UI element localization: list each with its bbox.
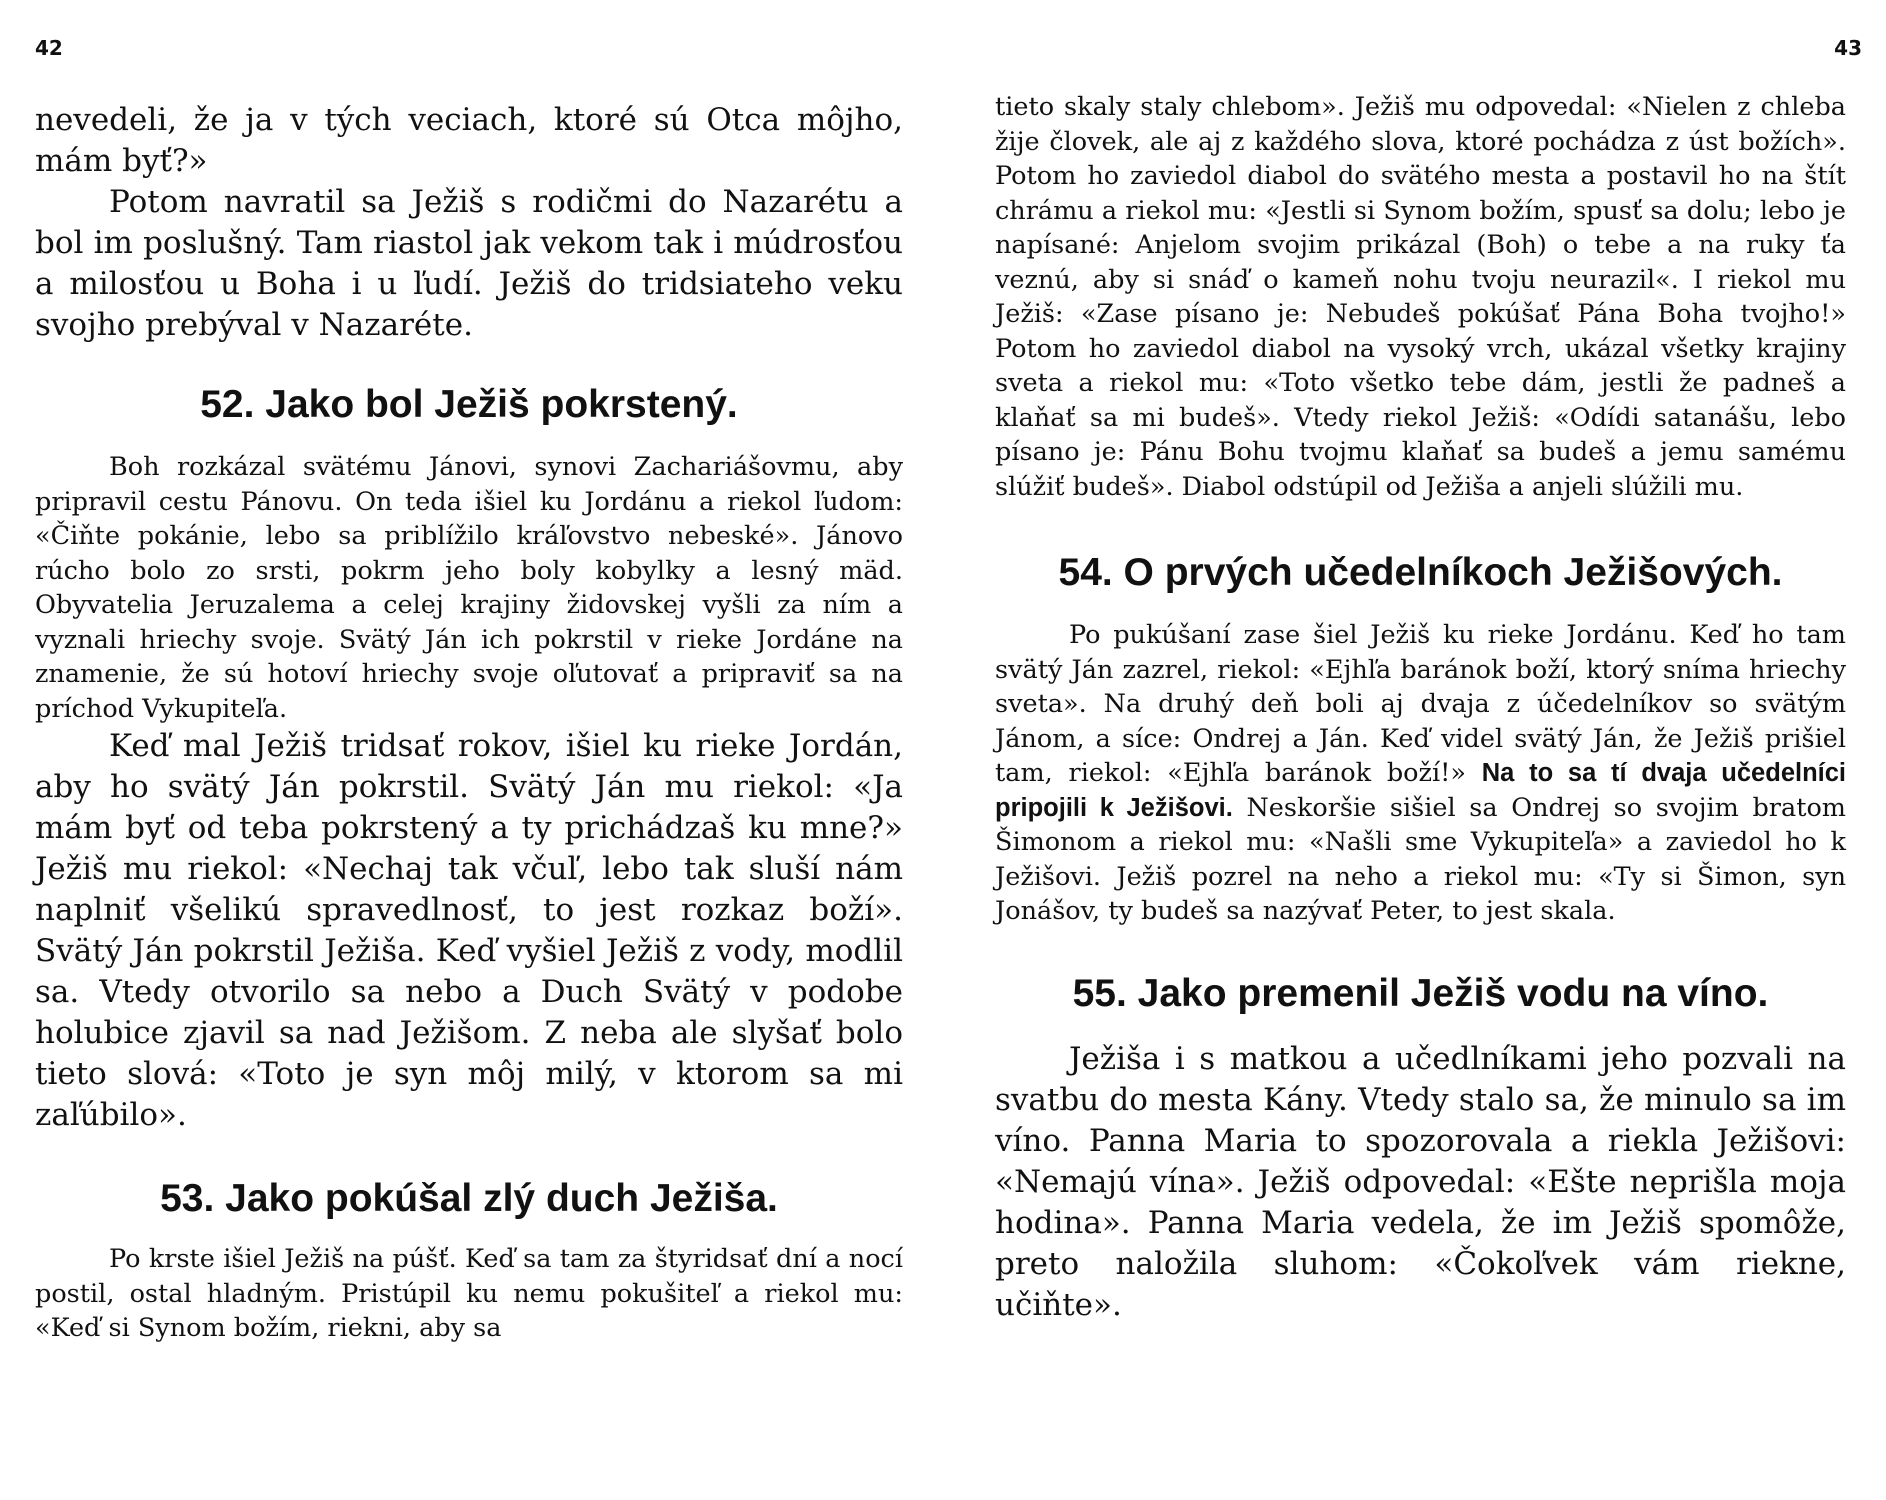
page-number: 43 (1834, 36, 1862, 60)
section-heading-52: 52. Jako bol Ježiš pokrstený. (200, 383, 738, 426)
paragraph: Po krste išiel Ježiš na púšť. Keď sa tam za štyridsať dní a nocí postil, ostal hladným. Pristúpil ku nemu pokušiteľ a riekol mu: «Keď si Synom božím, riekni, aby sa (35, 1244, 903, 1343)
paragraph: Boh rozkázal svätému Jánovi, synovi Zachariášovmu, aby pripravil cestu Pánovu. On teda išiel ku Jordánu a riekol ľudom: «Čiňte pokánie, lebo sa priblížilo kráľovstvo nebeské». Jánovo rúcho bolo zo srsti, pokrm jeho boly kobylky a lesný mäd. Obyvatelia Jeruzalema a celej krajiny židovskej vyšli za ním a vyznali hriechy svoje. Svätý Ján ich pokrstil v rieke Jordáne na znamenie, že sú hotoví hriechy svoje oľutovať a pripraviť sa na príchod Vykupiteľa. (35, 452, 903, 724)
bold-text: Na to sa tí dvaja učedelníci pripojili k Ježišovi. (995, 759, 1847, 822)
paragraph (995, 618, 1846, 929)
paragraph: nevedeli, že ja v tých veciach, ktoré sú Otca môjho, mám byť?» (35, 102, 903, 179)
right-page (943, 0, 1886, 1500)
paragraph: tieto skaly staly chlebom». Ježiš mu odpovedal: «Nielen z chleba žije človek, ale aj z každého slova, ktoré pochádza z úst božích». Potom ho zaviedol diabol do svätého mesta a postavil ho na štít chrámu a riekol mu: «Jestli si Synom božím, spusť sa dolu; lebo je napísané: Anjelom svojim prikázal (Boh) o tebe a na ruky ťa veznú, aby si snáď o kameň nohu tvoju neurazil«. I riekol mu Ježiš: «Zase písano je: Nebudeš pokúšať Pána Boha tvojho!» Potom ho zaviedol diabol na vysoký vrch, ukázal všetky krajiny sveta a riekol mu: «Toto všetko tebe dám, jestli že padneš a klaňať sa mi budeš». Vtedy riekol Ježiš: «Odídi satanášu, lebo písano je: Pánu Bohu tvojmu klaňať sa budeš a jemu samému slúžiť budeš». Diabol odstúpil od Ježiša a anjeli slúžili mu. (995, 92, 1846, 502)
paragraph-text: Neskoršie sišiel sa Ondrej so svojim bratom Šimonom a riekol mu: «Našli sme Vykupiteľa» a zaviedol ho k Ježišovi. Ježiš pozrel na neho a riekol mu: «Ty si Šimon, syn Jonášov, ty budeš sa nazývať Peter, to jest skala. (995, 792, 1846, 926)
paragraph: Keď mal Ježiš tridsať rokov, išiel ku rieke Jordán, aby ho svätý Ján pokrstil. Svätý Ján mu riekol: «Ja mám byť od teba pokrstený a ty prichádzaš ku mne?» Ježiš mu riekol: «Nechaj tak včuľ, lebo tak sluší nám naplniť všelikú spravedlnosť, to jest rozkaz boží». Svätý Ján pokrstil Ježiša. Keď vyšiel Ježiš z vody, modlil sa. Vtedy otvorilo sa nebo a Duch Svätý v podobe holubice zjavil sa nad Ježišom. Z neba ale slyšať bolo tieto slová: «Toto je syn môj milý, v ktorom sa mi zaľúbilo». (35, 728, 903, 1133)
paragraph: Potom navratil sa Ježiš s rodičmi do Nazarétu a bol im poslušný. Tam riastol jak vekom tak i múdrosťou a milosťou u Boha i u ľudí. Ježiš do tridsiateho veku svojho prebýval v Nazaréte. (35, 184, 903, 343)
section-heading-53: 53. Jako pokúšal zlý duch Ježiša. (160, 1177, 778, 1220)
paragraph: Ježiša i s matkou a učedlníkami jeho pozvali na svatbu do mesta Kány. Vtedy stalo sa, že minulo sa im víno. Panna Maria to spozorovala a riekla Ježišovi: «Nemajú vína». Ježiš odpovedal: «Ešte neprišla moja hodina». Panna Maria vedela, že im Ježiš spomôže, preto naložila sluhom: «Čokoľvek vám riekne, učiňte». (995, 1040, 1846, 1323)
paragraph-text: Po pukúšaní zase šiel Ježiš ku rieke Jordánu. Keď ho tam svätý Ján zazrel, riekol: «Ejhľa baránok boží, ktorý sníma hriechy sveta». Na druhý deň boli aj dvaja z účedelníkov so svätým Jánom, a síce: Ondrej a Ján. Keď videl svätý Ján, že Ježiš prišiel tam, riekol: «Ejhľa baránok boží!» (995, 620, 1846, 788)
section-heading-54: 54. O prvých učedelníkoch Ježišových. (1058, 551, 1783, 594)
section-heading-55: 55. Jako premenil Ježiš vodu na víno. (1072, 971, 1769, 1015)
right-page-body (995, 90, 1846, 1326)
page-number: 42 (35, 36, 63, 60)
left-page-body (35, 100, 903, 1346)
